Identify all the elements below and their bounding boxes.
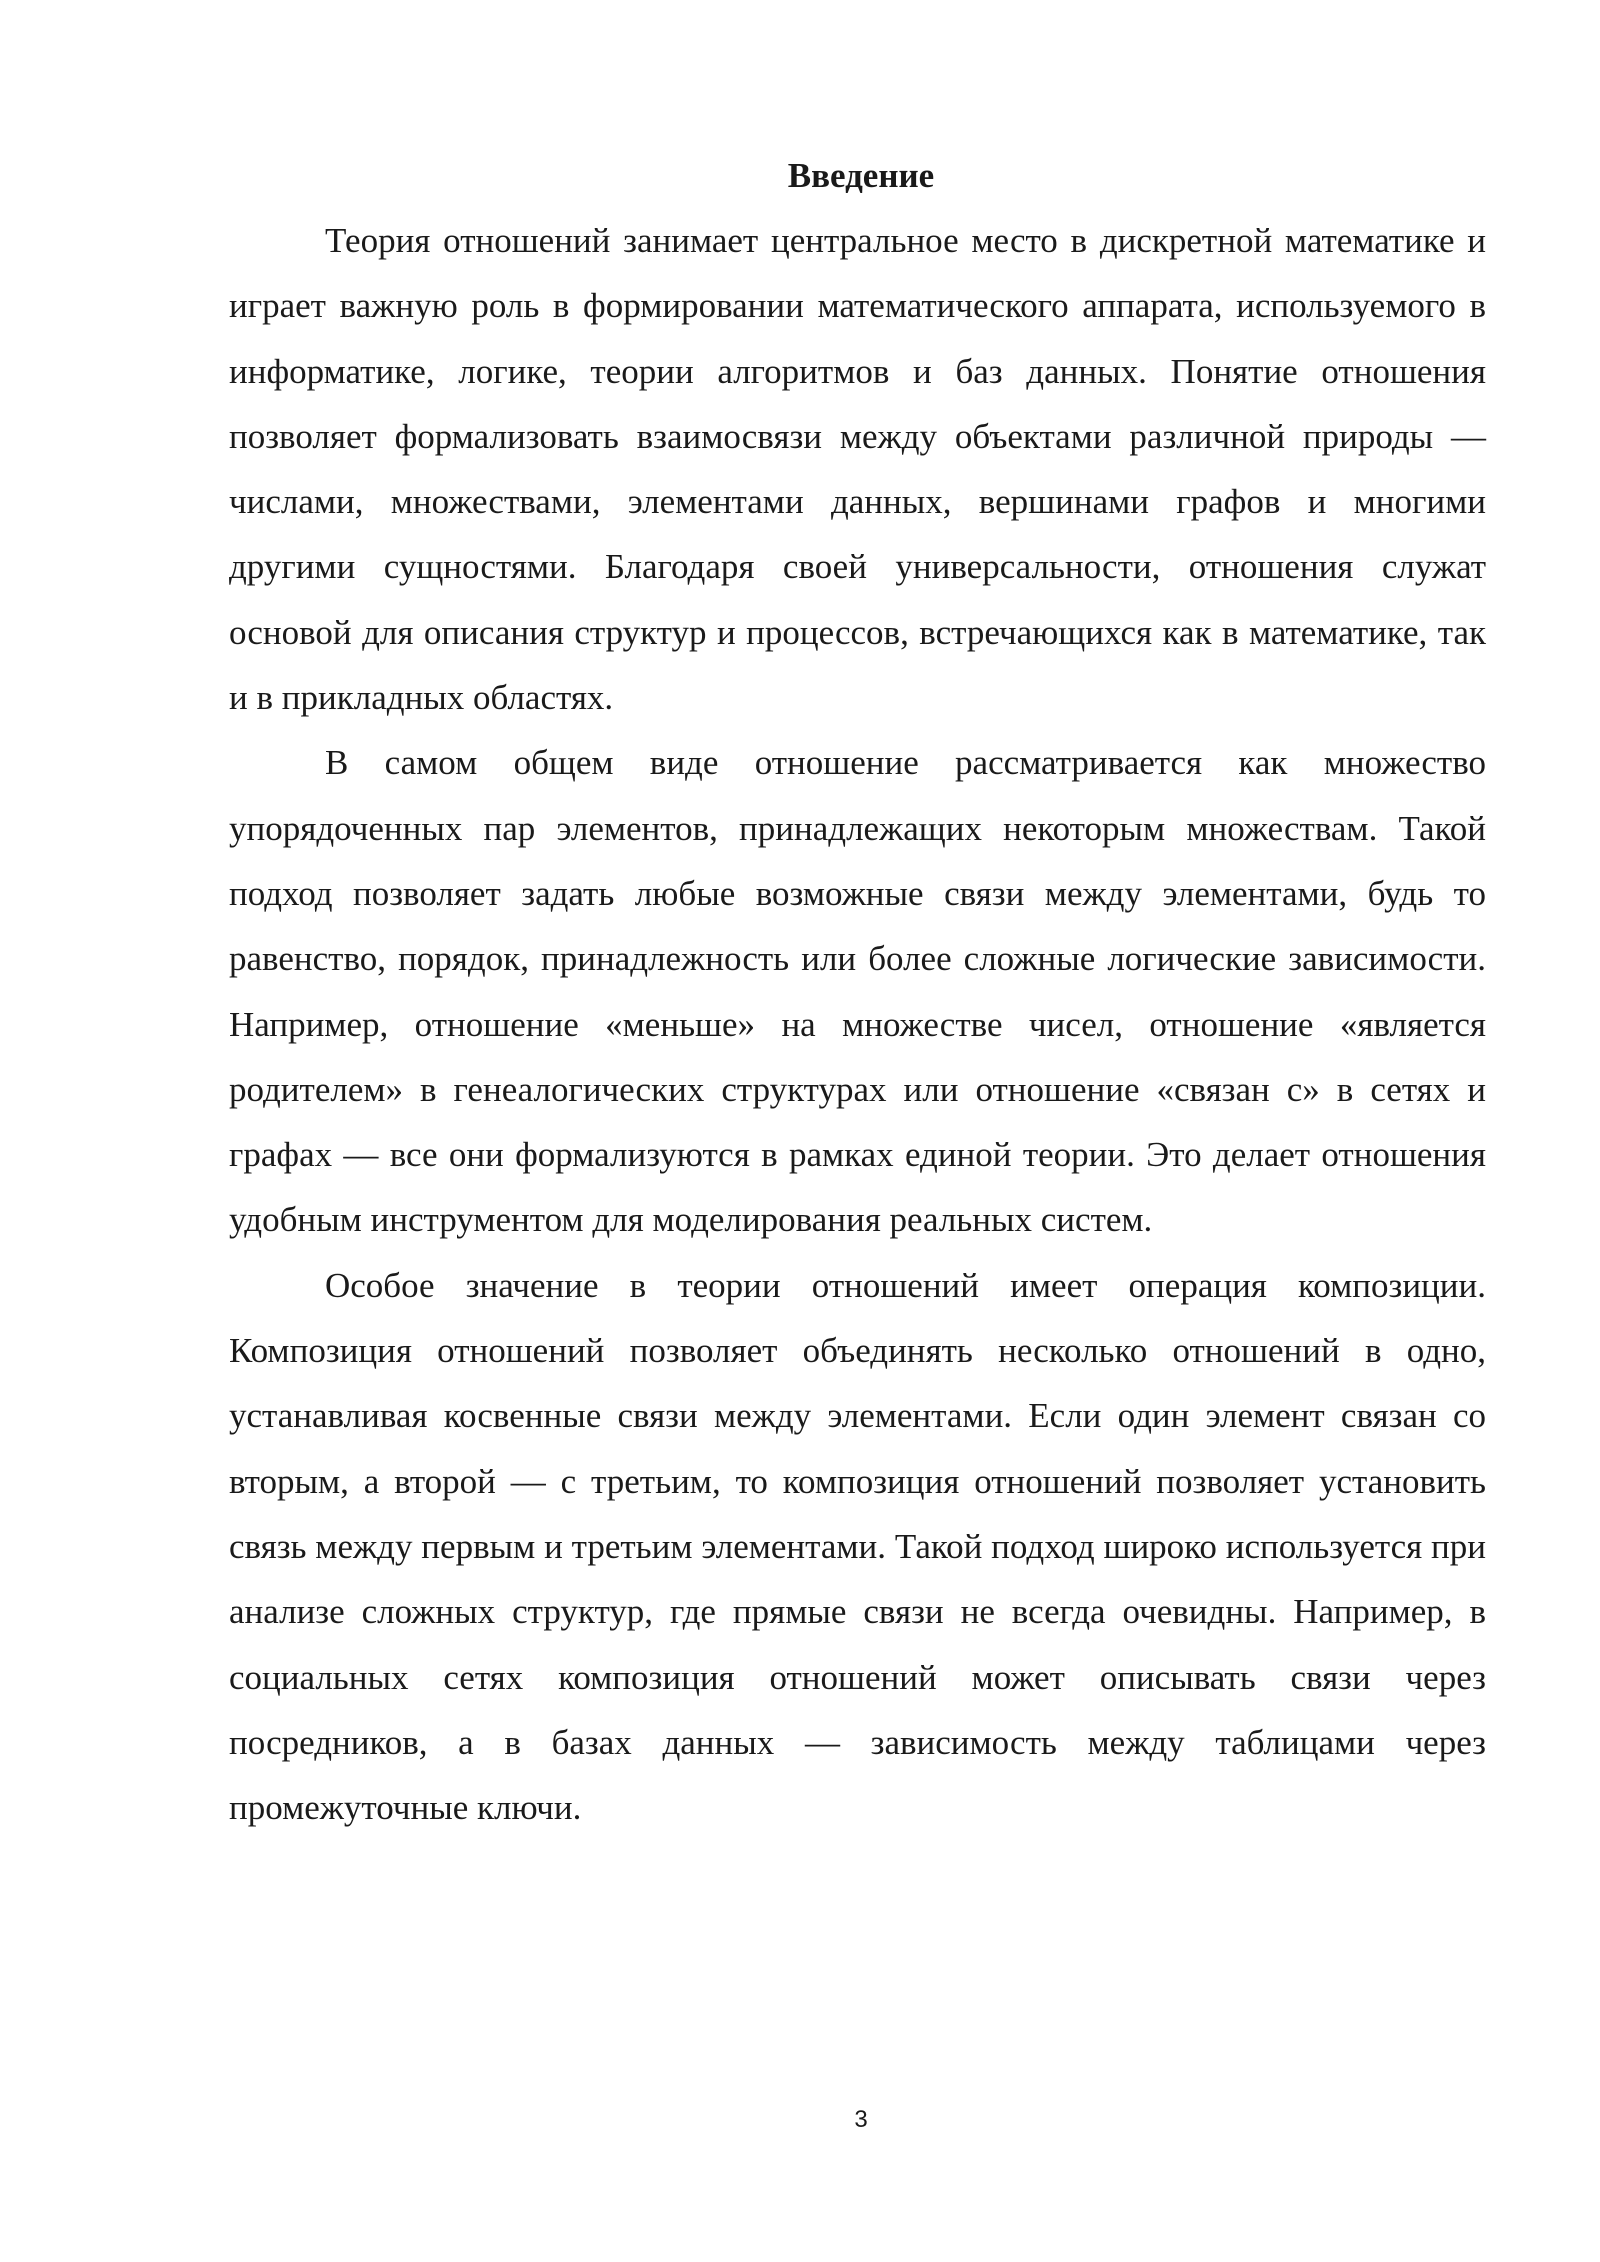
paragraph-3: Особое значение в теории отношений имеет операция композиции. Композиция отношений позволяет объединять несколько отношений в одно, устанавливая косвенные связи между элементами. Если один элемент связан со вторым, а второй — с третьим, то композиция отношений позволяет установить связь между первым и третьим элементами. Такой подход широко используется при анализе сложных структур, где прямые связи не всегда очевидны. Например, в социальных сетях композиция отношений может описывать связи через посредников, а в базах данных — зависимость между таблицами через промежуточные ключи.	[229, 1265, 1486, 1828]
paragraph-1: Теория отношений занимает центральное место в дискретной математике и играет важную роль в формировании математического аппарата, используемого в информатике, логике, теории алгоритмов и баз данных. Понятие отношения позволяет формализовать взаимосвязи между объектами различной природы — числами, множествами, элементами данных, вершинами графов и многими другими сущностями. Благодаря своей универсальности, отношения служат основой для описания структур и процессов, встречающихся как в математике, так и в прикладных областях.	[229, 221, 1486, 718]
body-text	[229, 208, 1486, 1840]
page-number: 3	[854, 2106, 868, 2133]
paragraph-2: В самом общем виде отношение рассматривается как множество упорядоченных пар элементов, принадлежащих некоторым множествам. Такой подход позволяет задать любые возможные связи между элементами, будь то равенство, порядок, принадлежность или более сложные логические зависимости. Например, отношение «меньше» на множестве чисел, отношение «является родителем» в генеалогических структурах или отношение «связан с» в сетях и графах — все они формализуются в рамках единой теории. Это делает отношения удобным инструментом для моделирования реальных систем.	[229, 743, 1486, 1240]
section-heading: Введение	[787, 156, 935, 195]
